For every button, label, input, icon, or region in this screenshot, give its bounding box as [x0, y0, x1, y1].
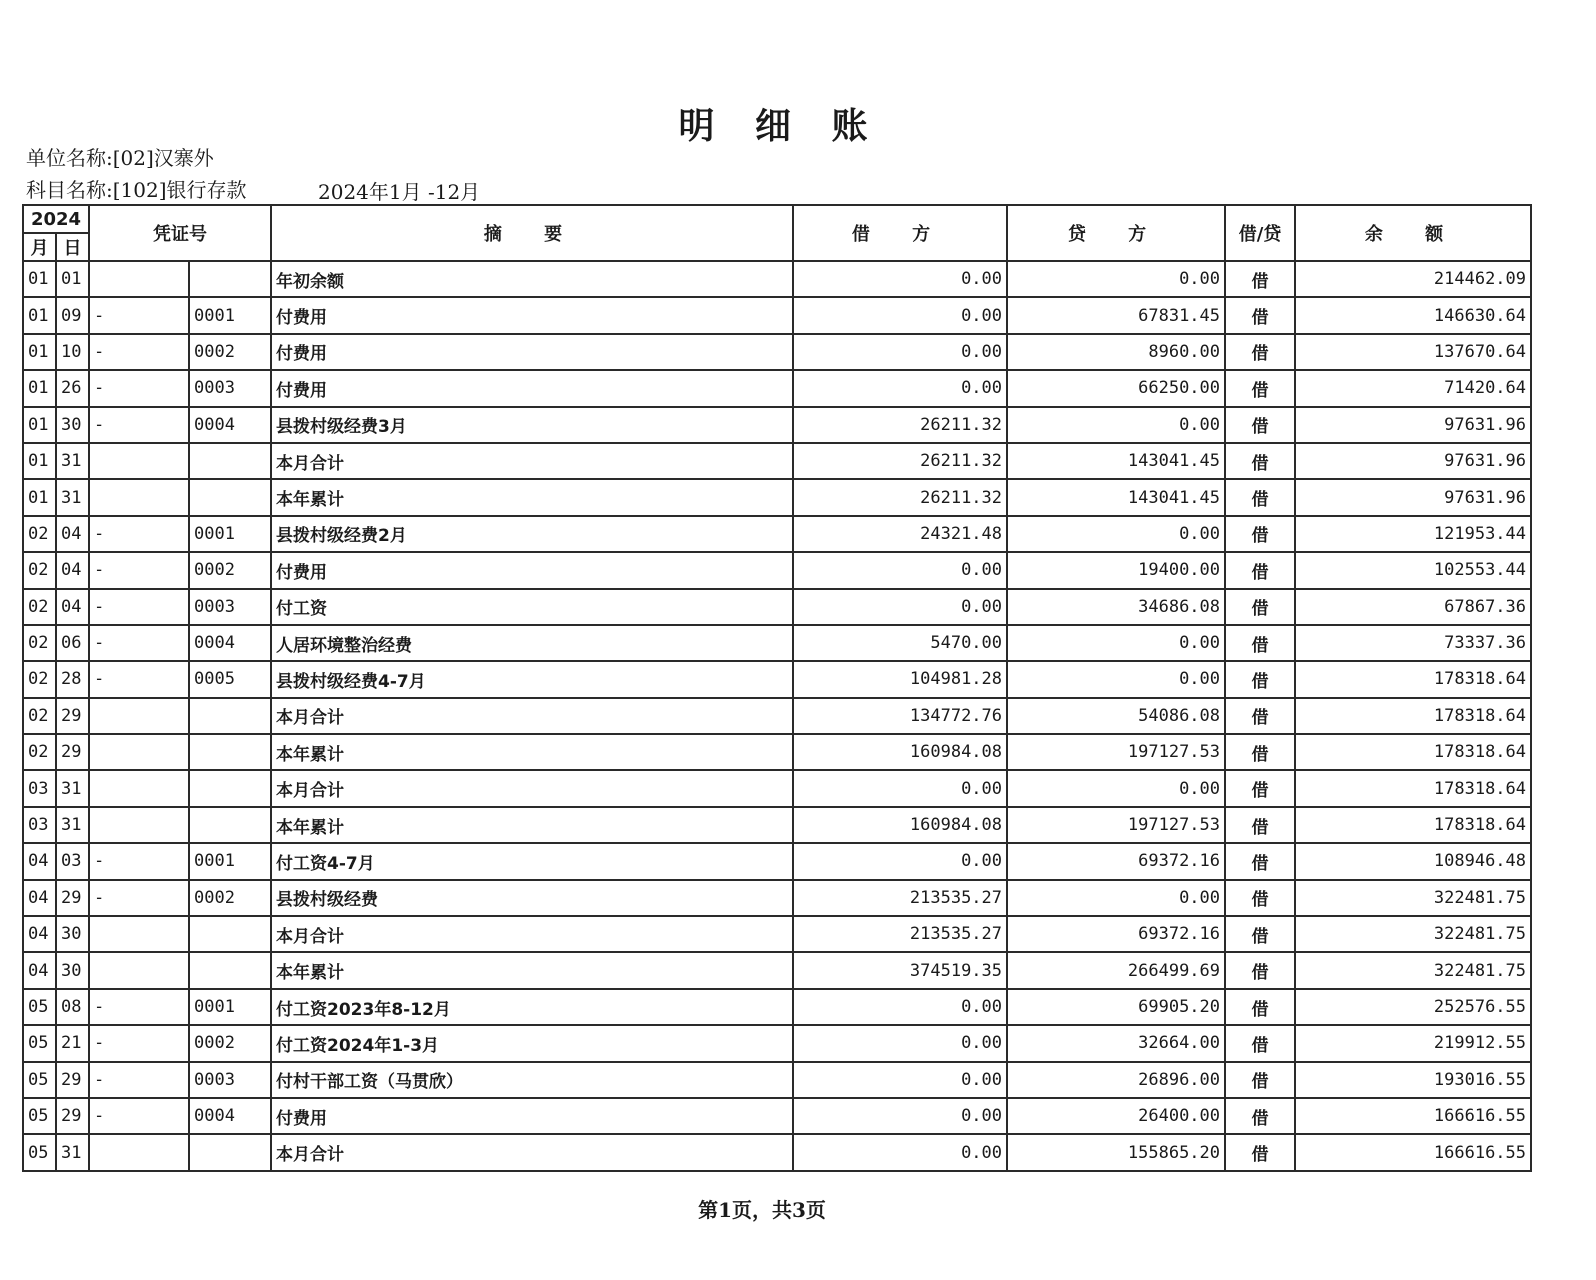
voucher-type-cell	[89, 479, 189, 515]
voucher-type-cell: -	[89, 370, 189, 406]
balance-cell: 219912.55	[1295, 1025, 1531, 1061]
balance-cell: 193016.55	[1295, 1062, 1531, 1098]
debit-cell: 0.00	[793, 770, 1007, 806]
month-cell: 03	[23, 770, 56, 806]
voucher-number-cell	[189, 952, 271, 988]
voucher-number-cell	[189, 807, 271, 843]
debit-cell: 24321.48	[793, 516, 1007, 552]
credit-cell: 0.00	[1007, 880, 1225, 916]
table-row	[23, 552, 1531, 588]
credit-cell: 26400.00	[1007, 1098, 1225, 1134]
balance-cell: 214462.09	[1295, 261, 1531, 297]
balance-cell: 178318.64	[1295, 807, 1531, 843]
month-cell: 01	[23, 261, 56, 297]
credit-cell: 19400.00	[1007, 552, 1225, 588]
debit-header: 借 方	[793, 205, 1007, 261]
table-row	[23, 661, 1531, 697]
balance-cell: 121953.44	[1295, 516, 1531, 552]
direction-cell: 借	[1225, 880, 1295, 916]
debit-cell: 26211.32	[793, 407, 1007, 443]
debit-cell: 0.00	[793, 334, 1007, 370]
direction-cell: 借	[1225, 734, 1295, 770]
table-row	[23, 479, 1531, 515]
summary-cell: 付村干部工资（马贯欣）	[271, 1062, 793, 1098]
direction-cell: 借	[1225, 1025, 1295, 1061]
credit-cell: 0.00	[1007, 261, 1225, 297]
summary-cell: 本年累计	[271, 479, 793, 515]
day-cell: 03	[56, 843, 89, 879]
credit-cell: 34686.08	[1007, 589, 1225, 625]
debit-cell: 160984.08	[793, 734, 1007, 770]
month-cell: 01	[23, 443, 56, 479]
balance-cell: 73337.36	[1295, 625, 1531, 661]
month-cell: 01	[23, 479, 56, 515]
debit-cell: 0.00	[793, 843, 1007, 879]
summary-cell: 年初余额	[271, 261, 793, 297]
table-row	[23, 916, 1531, 952]
month-cell: 05	[23, 1134, 56, 1170]
direction-cell: 借	[1225, 479, 1295, 515]
month-cell: 01	[23, 297, 56, 333]
voucher-number-cell	[189, 916, 271, 952]
voucher-type-cell: -	[89, 407, 189, 443]
day-cell: 21	[56, 1025, 89, 1061]
voucher-number-cell: 0001	[189, 843, 271, 879]
summary-cell: 本年累计	[271, 952, 793, 988]
subject-name: 科目名称:[102]银行存款	[26, 178, 247, 202]
direction-cell: 借	[1225, 843, 1295, 879]
voucher-number-cell: 0004	[189, 407, 271, 443]
balance-cell: 137670.64	[1295, 334, 1531, 370]
voucher-number-cell: 0004	[189, 625, 271, 661]
table-row	[23, 734, 1531, 770]
debit-cell: 0.00	[793, 261, 1007, 297]
month-cell: 05	[23, 1098, 56, 1134]
table-row	[23, 516, 1531, 552]
voucher-type-cell: -	[89, 552, 189, 588]
balance-cell: 178318.64	[1295, 698, 1531, 734]
balance-cell: 322481.75	[1295, 916, 1531, 952]
voucher-type-cell: -	[89, 989, 189, 1025]
balance-cell: 178318.64	[1295, 770, 1531, 806]
direction-cell: 借	[1225, 807, 1295, 843]
summary-cell: 付费用	[271, 1098, 793, 1134]
table-row	[23, 1025, 1531, 1061]
balance-cell: 166616.55	[1295, 1098, 1531, 1134]
credit-cell: 155865.20	[1007, 1134, 1225, 1170]
summary-cell: 县拨村级经费2月	[271, 516, 793, 552]
summary-cell: 人居环境整治经费	[271, 625, 793, 661]
summary-cell: 付工资	[271, 589, 793, 625]
debit-cell: 374519.35	[793, 952, 1007, 988]
table-row	[23, 770, 1531, 806]
direction-cell: 借	[1225, 334, 1295, 370]
balance-cell: 322481.75	[1295, 880, 1531, 916]
direction-cell: 借	[1225, 661, 1295, 697]
balance-cell: 97631.96	[1295, 479, 1531, 515]
summary-cell: 本月合计	[271, 698, 793, 734]
balance-cell: 166616.55	[1295, 1134, 1531, 1170]
voucher-number-cell: 0003	[189, 1062, 271, 1098]
voucher-type-cell: -	[89, 625, 189, 661]
voucher-number-cell: 0005	[189, 661, 271, 697]
summary-cell: 本年累计	[271, 734, 793, 770]
day-cell: 09	[56, 297, 89, 333]
summary-cell: 本月合计	[271, 443, 793, 479]
credit-cell: 54086.08	[1007, 698, 1225, 734]
voucher-number-cell: 0003	[189, 589, 271, 625]
credit-cell: 26896.00	[1007, 1062, 1225, 1098]
credit-cell: 0.00	[1007, 625, 1225, 661]
ledger-body	[23, 261, 1531, 1171]
month-cell: 04	[23, 952, 56, 988]
summary-cell: 付费用	[271, 334, 793, 370]
credit-cell: 266499.69	[1007, 952, 1225, 988]
debit-cell: 26211.32	[793, 443, 1007, 479]
credit-cell: 32664.00	[1007, 1025, 1225, 1061]
month-cell: 02	[23, 589, 56, 625]
month-cell: 02	[23, 516, 56, 552]
day-cell: 04	[56, 516, 89, 552]
summary-cell: 本月合计	[271, 770, 793, 806]
day-cell: 31	[56, 479, 89, 515]
day-header: 日	[56, 233, 89, 261]
voucher-type-cell	[89, 261, 189, 297]
balance-cell: 322481.75	[1295, 952, 1531, 988]
month-cell: 05	[23, 989, 56, 1025]
voucher-number-cell: 0002	[189, 880, 271, 916]
month-cell: 02	[23, 698, 56, 734]
direction-cell: 借	[1225, 1134, 1295, 1170]
day-cell: 30	[56, 952, 89, 988]
month-cell: 04	[23, 880, 56, 916]
debit-cell: 26211.32	[793, 479, 1007, 515]
day-cell: 08	[56, 989, 89, 1025]
voucher-number-cell	[189, 698, 271, 734]
credit-cell: 197127.53	[1007, 734, 1225, 770]
balance-cell: 178318.64	[1295, 734, 1531, 770]
voucher-type-cell	[89, 443, 189, 479]
month-header: 月	[23, 233, 56, 261]
summary-cell: 付费用	[271, 370, 793, 406]
day-cell: 29	[56, 880, 89, 916]
debit-cell: 5470.00	[793, 625, 1007, 661]
credit-cell: 143041.45	[1007, 479, 1225, 515]
direction-cell: 借	[1225, 952, 1295, 988]
summary-cell: 县拨村级经费4-7月	[271, 661, 793, 697]
credit-cell: 69905.20	[1007, 989, 1225, 1025]
direction-cell: 借	[1225, 443, 1295, 479]
period: 2024年1月 -12月	[318, 180, 481, 204]
voucher-number-cell	[189, 770, 271, 806]
day-cell: 04	[56, 589, 89, 625]
balance-cell: 97631.96	[1295, 407, 1531, 443]
voucher-type-cell: -	[89, 661, 189, 697]
day-cell: 31	[56, 1134, 89, 1170]
debit-cell: 134772.76	[793, 698, 1007, 734]
summary-cell: 付费用	[271, 552, 793, 588]
table-row	[23, 334, 1531, 370]
voucher-header: 凭证号	[89, 205, 271, 261]
voucher-type-cell: -	[89, 516, 189, 552]
day-cell: 30	[56, 916, 89, 952]
direction-cell: 借	[1225, 1062, 1295, 1098]
direction-cell: 借	[1225, 916, 1295, 952]
month-cell: 03	[23, 807, 56, 843]
day-cell: 30	[56, 407, 89, 443]
debit-cell: 0.00	[793, 297, 1007, 333]
credit-cell: 0.00	[1007, 661, 1225, 697]
summary-cell: 本年累计	[271, 807, 793, 843]
day-cell: 31	[56, 443, 89, 479]
table-row	[23, 807, 1531, 843]
table-row	[23, 952, 1531, 988]
voucher-number-cell: 0001	[189, 516, 271, 552]
summary-cell: 付工资2023年8-12月	[271, 989, 793, 1025]
balance-header: 余 额	[1295, 205, 1531, 261]
summary-cell: 本月合计	[271, 1134, 793, 1170]
debit-cell: 0.00	[793, 370, 1007, 406]
table-row	[23, 1098, 1531, 1134]
credit-cell: 0.00	[1007, 770, 1225, 806]
direction-cell: 借	[1225, 1098, 1295, 1134]
debit-cell: 213535.27	[793, 880, 1007, 916]
voucher-number-cell	[189, 261, 271, 297]
voucher-number-cell: 0002	[189, 1025, 271, 1061]
summary-cell: 县拨村级经费	[271, 880, 793, 916]
unit-name: 单位名称:[02]汉寨外	[26, 146, 214, 170]
voucher-type-cell: -	[89, 880, 189, 916]
voucher-type-cell	[89, 770, 189, 806]
table-row	[23, 880, 1531, 916]
day-cell: 29	[56, 698, 89, 734]
direction-cell: 借	[1225, 370, 1295, 406]
debit-cell: 0.00	[793, 989, 1007, 1025]
voucher-type-cell: -	[89, 297, 189, 333]
debit-cell: 104981.28	[793, 661, 1007, 697]
balance-cell: 252576.55	[1295, 989, 1531, 1025]
summary-cell: 付工资2024年1-3月	[271, 1025, 793, 1061]
day-cell: 29	[56, 1062, 89, 1098]
table-row	[23, 407, 1531, 443]
table-row	[23, 297, 1531, 333]
debit-cell: 0.00	[793, 1098, 1007, 1134]
credit-cell: 0.00	[1007, 407, 1225, 443]
direction-cell: 借	[1225, 770, 1295, 806]
day-cell: 26	[56, 370, 89, 406]
balance-cell: 71420.64	[1295, 370, 1531, 406]
summary-cell: 付工资4-7月	[271, 843, 793, 879]
voucher-type-cell	[89, 807, 189, 843]
summary-cell: 付费用	[271, 297, 793, 333]
voucher-type-cell: -	[89, 1025, 189, 1061]
balance-cell: 178318.64	[1295, 661, 1531, 697]
debit-cell: 0.00	[793, 552, 1007, 588]
month-cell: 05	[23, 1025, 56, 1061]
table-row	[23, 698, 1531, 734]
voucher-number-cell: 0001	[189, 989, 271, 1025]
direction-cell: 借	[1225, 698, 1295, 734]
voucher-type-cell: -	[89, 1062, 189, 1098]
month-cell: 01	[23, 370, 56, 406]
direction-cell: 借	[1225, 589, 1295, 625]
direction-cell: 借	[1225, 625, 1295, 661]
summary-header: 摘 要	[271, 205, 793, 261]
voucher-type-cell: -	[89, 589, 189, 625]
voucher-type-cell	[89, 1134, 189, 1170]
voucher-number-cell	[189, 734, 271, 770]
month-cell: 05	[23, 1062, 56, 1098]
balance-cell: 97631.96	[1295, 443, 1531, 479]
year-header: 2024	[23, 205, 89, 233]
day-cell: 29	[56, 1098, 89, 1134]
month-cell: 02	[23, 661, 56, 697]
day-cell: 29	[56, 734, 89, 770]
page-footer: 第1页，共3页	[698, 1198, 826, 1222]
table-row	[23, 370, 1531, 406]
voucher-type-cell	[89, 734, 189, 770]
direction-cell: 借	[1225, 407, 1295, 443]
direction-cell: 借	[1225, 552, 1295, 588]
balance-cell: 146630.64	[1295, 297, 1531, 333]
credit-cell: 67831.45	[1007, 297, 1225, 333]
day-cell: 31	[56, 770, 89, 806]
month-cell: 02	[23, 552, 56, 588]
summary-cell: 本月合计	[271, 916, 793, 952]
table-row	[23, 261, 1531, 297]
month-cell: 01	[23, 407, 56, 443]
credit-cell: 69372.16	[1007, 843, 1225, 879]
day-cell: 01	[56, 261, 89, 297]
table-row	[23, 589, 1531, 625]
credit-cell: 0.00	[1007, 516, 1225, 552]
debit-cell: 0.00	[793, 1025, 1007, 1061]
voucher-type-cell: -	[89, 1098, 189, 1134]
voucher-type-cell	[89, 952, 189, 988]
summary-cell: 县拨村级经费3月	[271, 407, 793, 443]
table-row	[23, 1062, 1531, 1098]
debit-cell: 0.00	[793, 589, 1007, 625]
day-cell: 06	[56, 625, 89, 661]
balance-cell: 67867.36	[1295, 589, 1531, 625]
ledger-title: 明 细 账	[678, 106, 882, 147]
day-cell: 04	[56, 552, 89, 588]
table-row	[23, 843, 1531, 879]
month-cell: 04	[23, 916, 56, 952]
month-cell: 01	[23, 334, 56, 370]
debit-cell: 0.00	[793, 1134, 1007, 1170]
voucher-number-cell	[189, 1134, 271, 1170]
voucher-number-cell	[189, 479, 271, 515]
debit-cell: 160984.08	[793, 807, 1007, 843]
voucher-type-cell	[89, 916, 189, 952]
credit-cell: 66250.00	[1007, 370, 1225, 406]
day-cell: 31	[56, 807, 89, 843]
direction-cell: 借	[1225, 516, 1295, 552]
voucher-number-cell: 0002	[189, 334, 271, 370]
voucher-type-cell	[89, 698, 189, 734]
voucher-number-cell: 0004	[189, 1098, 271, 1134]
table-row	[23, 625, 1531, 661]
direction-cell: 借	[1225, 989, 1295, 1025]
credit-header: 贷 方	[1007, 205, 1225, 261]
voucher-type-cell: -	[89, 334, 189, 370]
debit-cell: 0.00	[793, 1062, 1007, 1098]
credit-cell: 197127.53	[1007, 807, 1225, 843]
direction-cell: 借	[1225, 297, 1295, 333]
voucher-number-cell	[189, 443, 271, 479]
table-row	[23, 989, 1531, 1025]
credit-cell: 8960.00	[1007, 334, 1225, 370]
month-cell: 04	[23, 843, 56, 879]
voucher-type-cell: -	[89, 843, 189, 879]
balance-cell: 108946.48	[1295, 843, 1531, 879]
day-cell: 28	[56, 661, 89, 697]
day-cell: 10	[56, 334, 89, 370]
credit-cell: 143041.45	[1007, 443, 1225, 479]
balance-cell: 102553.44	[1295, 552, 1531, 588]
table-row	[23, 1134, 1531, 1170]
ledger-table	[22, 204, 1532, 1172]
credit-cell: 69372.16	[1007, 916, 1225, 952]
direction-cell: 借	[1225, 261, 1295, 297]
voucher-number-cell: 0003	[189, 370, 271, 406]
voucher-number-cell: 0001	[189, 297, 271, 333]
month-cell: 02	[23, 625, 56, 661]
direction-header: 借/贷	[1225, 205, 1295, 261]
table-row	[23, 443, 1531, 479]
month-cell: 02	[23, 734, 56, 770]
debit-cell: 213535.27	[793, 916, 1007, 952]
voucher-number-cell: 0002	[189, 552, 271, 588]
